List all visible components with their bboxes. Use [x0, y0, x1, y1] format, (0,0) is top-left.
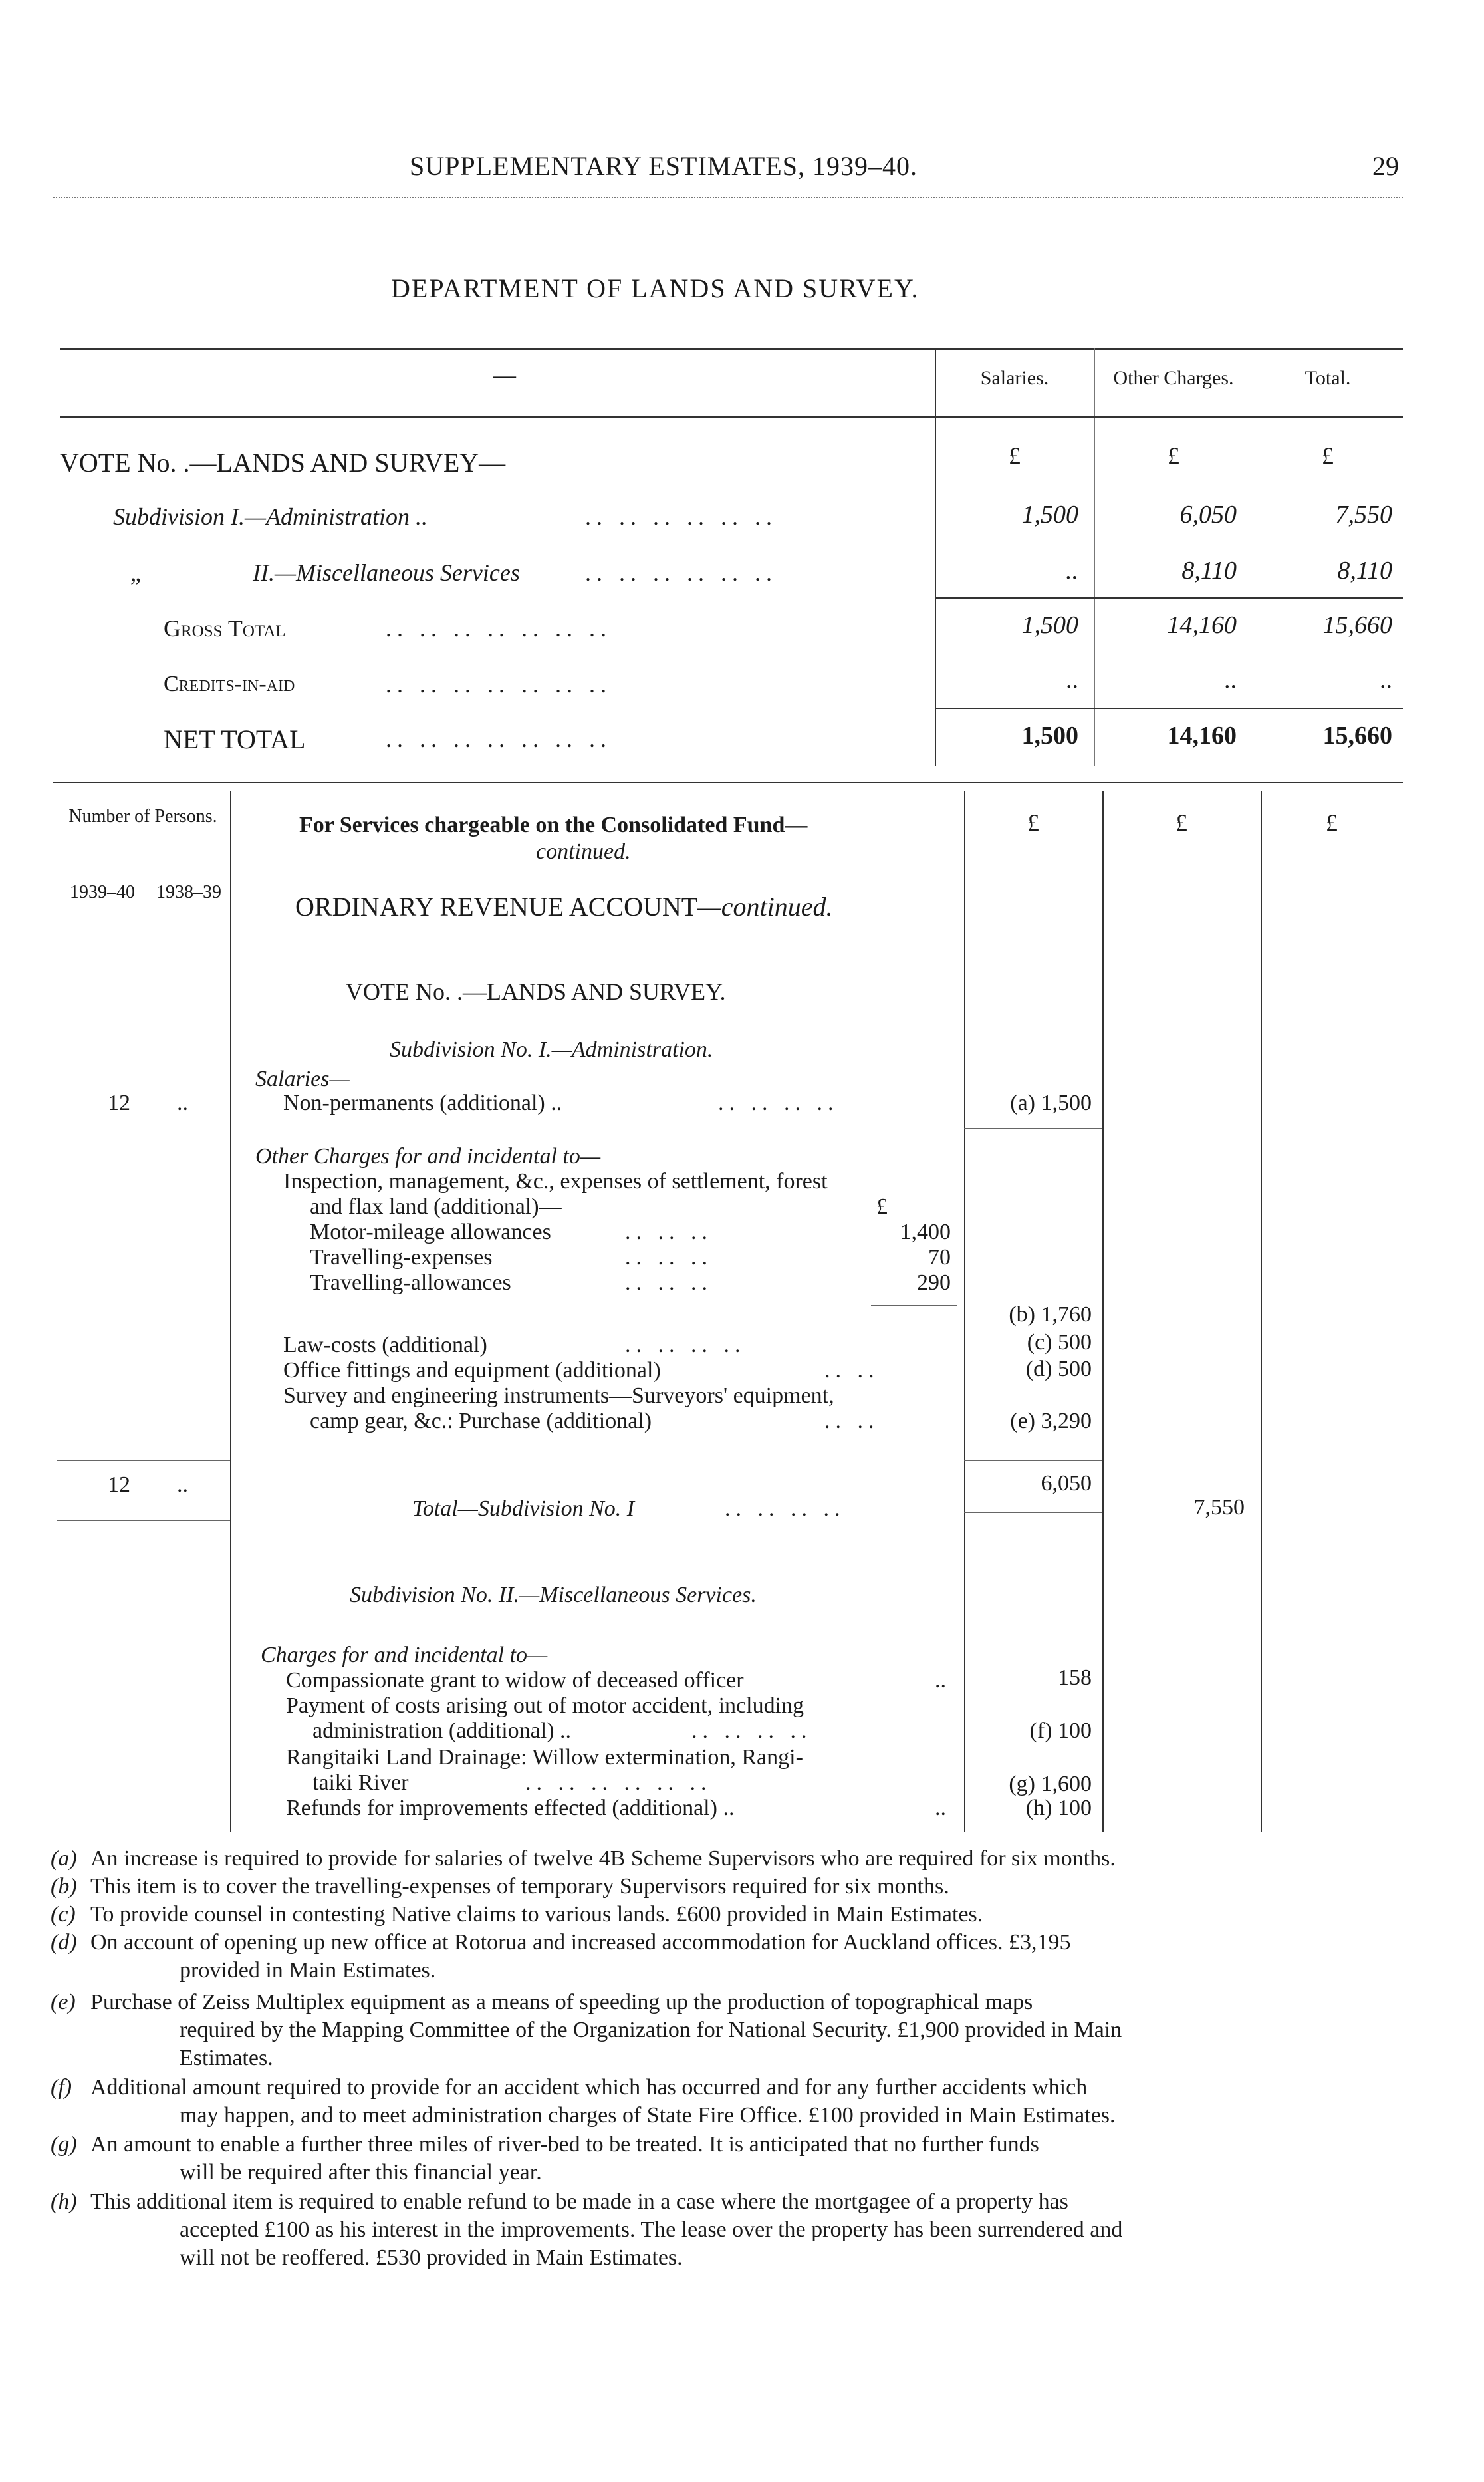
pound-sign: £ [1027, 809, 1039, 836]
year-1939-40: 1939–40 [70, 882, 135, 902]
motor-accident-line-2: administration (additional) .. [312, 1719, 572, 1743]
summary-other-value: .. [1224, 666, 1237, 694]
inner-total-rule [871, 1305, 957, 1306]
footnote-label: (f) [51, 2075, 72, 2100]
footnote-continuation: provided in Main Estimates. [180, 1958, 436, 1983]
footnote-label: (h) [51, 2189, 77, 2214]
refunds-amount: (h) 100 [1025, 1796, 1092, 1820]
department-title: DEPARTMENT OF LANDS AND SURVEY. [391, 273, 920, 303]
col-header-total: Total. [1304, 367, 1351, 389]
summary-salaries-value: 1,500 [1021, 722, 1078, 750]
summary-other-value: 8,110 [1181, 557, 1237, 585]
law-costs-label: Law-costs (additional) [283, 1333, 487, 1357]
dot-leader: .. [935, 1668, 946, 1693]
summary-total-value: 8,110 [1337, 557, 1392, 585]
dot-leader: .. .. .. .. .. .. .. [386, 671, 612, 698]
dot-leader: .. .. .. [625, 1245, 713, 1270]
inspection-line-1: Inspection, management, &c., expenses of settlement, forest [283, 1169, 828, 1194]
persons-total-1939-40: 12 [108, 1472, 130, 1497]
dot-leader: .. .. .. .. .. .. .. [386, 726, 612, 752]
footnote-text: An amount to enable a further three miles of river-bed to be treated. It is anticipated that no further funds [90, 2132, 1039, 2157]
rangitaiki-line-2: taiki River [312, 1770, 409, 1795]
dot-leader: .. .. .. .. .. .. [585, 503, 777, 530]
charges-label: Charges for and incidental to— [261, 1643, 548, 1667]
persons-total-1938-39: .. [177, 1472, 188, 1497]
survey-amount: (e) 3,290 [1010, 1409, 1092, 1433]
heading-continued: continued. [536, 839, 631, 864]
footnote-b [51, 1873, 1400, 1901]
subtotal-rule [935, 708, 1403, 709]
dot-leader: .. .. .. [625, 1270, 713, 1295]
rangitaiki-line-1: Rangitaiki Land Drainage: Willow extermination, Rangi- [286, 1745, 803, 1770]
footnote-continuation: may happen, and to meet administration charges of State Fire Office. £100 provided in Main Estimates. [180, 2103, 1116, 2128]
pound-sign: £ [1009, 442, 1021, 469]
item-rule [964, 1128, 1102, 1129]
office-fittings-label: Office fittings and equipment (additional) [283, 1358, 661, 1383]
summary-row-label: Gross Total [164, 615, 286, 642]
summary-vote-label: VOTE No. .—LANDS AND SURVEY— [60, 448, 506, 478]
item-total-rule [964, 1460, 1102, 1461]
col-header-salaries: Salaries. [980, 367, 1049, 389]
footnote-text: To provide counsel in contesting Native claims to various lands. £600 provided in Main Estimates. [90, 1902, 983, 1927]
detail-col-divider [1102, 791, 1104, 1832]
compassionate-amount: 158 [1058, 1665, 1092, 1690]
footnote-label: (g) [51, 2132, 77, 2157]
inspection-amount: (b) 1,760 [1009, 1302, 1092, 1327]
footnote-f [51, 2074, 1400, 2130]
inspection-line-2: and flax land (additional)— [310, 1194, 562, 1219]
summary-bottom-rule [53, 782, 1403, 783]
footnote-label: (e) [51, 1990, 76, 2014]
col-header-other-charges: Other Charges. [1113, 367, 1234, 389]
summary-total-value: 7,550 [1335, 501, 1392, 529]
account-continued: —continued. [697, 892, 833, 922]
footnote-c [51, 1901, 1400, 1929]
inner-item-amount: 1,400 [900, 1220, 951, 1244]
account-heading [295, 891, 833, 922]
motor-accident-line-1: Payment of costs arising out of motor accident, including [286, 1693, 804, 1718]
summary-salaries-value: 1,500 [1021, 501, 1078, 529]
summary-row-label: NET TOTAL [164, 724, 306, 754]
pound-sign: £ [1326, 809, 1338, 836]
footnote-continuation: will be required after this financial year. [180, 2160, 542, 2185]
footnote-text: An increase is required to provide for salaries of twelve 4B Scheme Supervisors who are required for six months. [90, 1846, 1116, 1871]
footnote-text: Additional amount required to provide for an accident which has occurred and for any further accidents which [90, 2075, 1088, 2100]
footnote-text: On account of opening up new office at Rotorua and increased accommodation for Auckland offices. £3,195 [90, 1930, 1071, 1955]
footnote-text: Purchase of Zeiss Multiplex equipment as a means of speeding up the production of topographical maps [90, 1990, 1033, 2014]
item-total-rule [964, 1512, 1102, 1513]
summary-salaries-value: .. [1066, 557, 1078, 585]
inner-item-label: Travelling-expenses [310, 1245, 493, 1270]
summary-other-value: 6,050 [1179, 501, 1237, 529]
footnote-g [51, 2131, 1400, 2187]
inner-item-label: Motor-mileage allowances [310, 1220, 551, 1244]
summary-other-value: 14,160 [1167, 611, 1237, 639]
subdivision-1-total-label: Total—Subdivision No. I [412, 1496, 635, 1521]
footnote-label: (d) [51, 1930, 77, 1955]
summary-total-value: 15,660 [1322, 722, 1392, 750]
footnote-d [51, 1929, 1400, 1985]
inner-item-amount: 70 [928, 1245, 951, 1270]
refunds-label: Refunds for improvements effected (additional) .. [286, 1796, 735, 1820]
summary-other-value: 14,160 [1167, 722, 1237, 750]
summary-total-value: 15,660 [1322, 611, 1392, 639]
dot-leader: .. .. .. .. .. .. .. [386, 615, 612, 642]
footnote-label: (c) [51, 1902, 76, 1927]
subdivision-1-other-total: 6,050 [1041, 1471, 1092, 1496]
persons-1939-40: 12 [108, 1091, 130, 1115]
summary-total-value: .. [1380, 666, 1392, 694]
persons-1938-39: .. [177, 1091, 188, 1115]
dot-leader: .. .. .. .. .. .. [525, 1770, 712, 1795]
account-title: ORDINARY REVENUE ACCOUNT [295, 892, 698, 922]
inner-item-label: Travelling-allowances [310, 1270, 511, 1295]
footnote-label: (a) [51, 1846, 77, 1871]
nonpermanents-label: Non-permanents (additional) .. [283, 1091, 562, 1115]
motor-accident-amount: (f) 100 [1029, 1719, 1092, 1743]
persons-total-rule [57, 1520, 230, 1521]
running-title: SUPPLEMENTARY ESTIMATES, 1939–40. [410, 151, 918, 181]
summary-salaries-value: .. [1066, 666, 1078, 694]
subtotal-rule [935, 597, 1403, 599]
dot-leader: .. .. .. .. [718, 1091, 839, 1115]
summary-row-label: Credits-in-aid [164, 672, 295, 696]
footnote-continuation: accepted £100 as his interest in the improvements. The lease over the property has been surrendered and [180, 2217, 1123, 2242]
compassionate-label: Compassionate grant to widow of deceased officer [286, 1668, 744, 1693]
summary-dash: — [493, 363, 516, 388]
ditto-mark: „ [130, 559, 141, 586]
footnote-a [51, 1845, 1400, 1873]
number-of-persons-header: Number of Persons. [68, 806, 217, 827]
dot-leader: .. .. [824, 1409, 880, 1433]
office-fittings-amount: (d) 500 [1025, 1357, 1092, 1381]
summary-salaries-value: 1,500 [1021, 611, 1078, 639]
footnote-continuation: Estimates. [180, 2046, 273, 2070]
dot-leader: .. .. [824, 1358, 880, 1383]
dot-leader: .. .. .. .. .. .. [585, 559, 777, 586]
pound-sign: £ [1322, 442, 1334, 469]
footnote-continuation: will not be reoffered. £530 provided in Main Estimates. [180, 2245, 683, 2270]
footnote-continuation: required by the Mapping Committee of the Organization for National Security. £1,900 provided in Main [180, 2018, 1122, 2042]
subdivision-2-title: Subdivision No. II.—Miscellaneous Services. [350, 1583, 757, 1607]
detail-col-divider [1261, 791, 1262, 1832]
footnote-h [51, 2188, 1400, 2272]
subdivision-1-title: Subdivision No. I.—Administration. [390, 1037, 713, 1062]
heading-consolidated-fund: For Services chargeable on the Consolidated Fund— [299, 813, 808, 837]
year-1938-39: 1938–39 [156, 882, 221, 902]
footnote-text: This item is to cover the travelling-expenses of temporary Supervisors required for six months. [90, 1874, 949, 1899]
detail-col-divider [230, 791, 231, 1832]
subdivision-1-total: 7,550 [1193, 1495, 1245, 1520]
summary-row-label: II.—Miscellaneous Services [253, 559, 520, 586]
dot-leader: .. .. .. [625, 1220, 713, 1244]
summary-header-rule [60, 416, 1403, 418]
header-rule [53, 197, 1403, 198]
summary-row-label: Subdivision I.—Administration .. [113, 503, 428, 530]
inner-item-amount: 290 [917, 1270, 951, 1295]
dot-leader: .. .. .. .. [691, 1719, 812, 1743]
persons-total-rule [57, 1460, 230, 1461]
footnote-label: (b) [51, 1874, 77, 1899]
inner-pound-sign: £ [876, 1194, 888, 1219]
summary-top-rule [60, 348, 1403, 350]
dot-leader: .. .. .. .. [725, 1496, 846, 1521]
pound-sign: £ [1175, 809, 1187, 836]
law-costs-amount: (c) 500 [1027, 1330, 1092, 1355]
dot-leader: .. [935, 1796, 946, 1820]
survey-line-1: Survey and engineering instruments—Surveyors' equipment, [283, 1383, 834, 1408]
survey-line-2: camp gear, &c.: Purchase (additional) [310, 1409, 652, 1433]
other-charges-label: Other Charges for and incidental to— [255, 1144, 601, 1169]
page-number: 29 [1372, 151, 1399, 181]
footnote-e [51, 1989, 1400, 2072]
footnote-text: This additional item is required to enable refund to be made in a case where the mortgagee of a property has [90, 2189, 1068, 2214]
detail-vote-label: VOTE No. .—LANDS AND SURVEY. [346, 978, 726, 1005]
rangitaiki-amount: (g) 1,600 [1009, 1772, 1092, 1796]
dot-leader: .. .. .. .. [625, 1333, 746, 1357]
salaries-label: Salaries— [255, 1067, 350, 1091]
pound-sign: £ [1168, 442, 1179, 469]
nonpermanents-amount: (a) 1,500 [1010, 1091, 1092, 1115]
